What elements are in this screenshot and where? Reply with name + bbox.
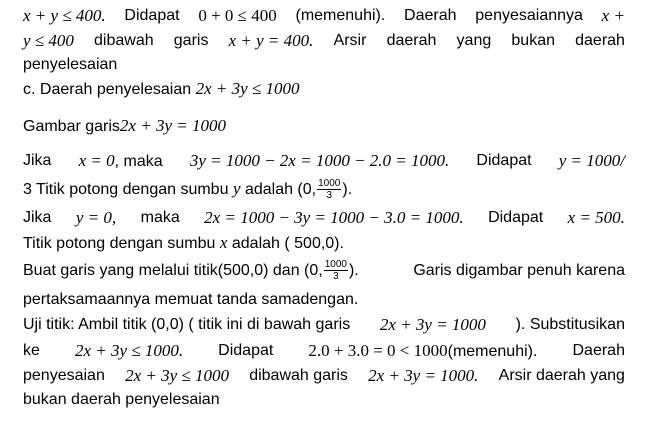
text: Uji titik: Ambil titik (0,0) ( titik ini di bawah garis <box>23 316 351 333</box>
paragraph-line-11 <box>23 290 625 310</box>
word: penyesaian <box>23 367 105 384</box>
paragraph-line-12 <box>23 315 625 335</box>
word: (memenuhi). <box>447 343 538 360</box>
text: Arsir daerah yang <box>498 367 625 384</box>
test-point-expression: 2.0 + 3.0 = 0 < 1000 <box>308 341 448 360</box>
text: Buat garis yang melalui titik(500,0) dan (0, <box>23 262 323 279</box>
paragraph-line-10 <box>23 259 625 283</box>
fraction <box>317 178 341 201</box>
paragraph-line-6 <box>23 151 625 172</box>
inequality-x-plus-y: x + y ≤ 400. <box>23 6 106 25</box>
text: 3 Titik potong dengan sumbu <box>23 181 229 198</box>
word: penyesaiannya <box>475 7 583 24</box>
word: , maka <box>114 153 163 170</box>
text: pertaksamaannya memuat tanda samadengan. <box>23 291 359 308</box>
text: ). <box>348 262 359 279</box>
text: Garis digambar penuh karena <box>413 262 625 279</box>
text: dibawah garis <box>249 367 348 384</box>
fraction-numerator: 1000 <box>324 259 347 271</box>
derivation-expression: 3y = 1000 − 2x = 1000 − 2.0 = 1000. <box>189 151 450 170</box>
word: Daerah <box>404 7 457 24</box>
text: Titik potong dengan sumbu <box>23 235 216 252</box>
test-point-expression: 0 + 0 ≤ 400 <box>198 6 277 25</box>
word: (memenuhi). <box>295 7 386 24</box>
line-equation: x + y = 400. <box>228 31 314 50</box>
math-fragment: y ≤ 400 <box>23 31 74 50</box>
word: daerah <box>575 32 625 49</box>
word: maka <box>140 209 180 226</box>
line-equation: 2x + 3y = 1000 <box>379 315 486 334</box>
word: Didapat <box>218 342 274 359</box>
fraction-numerator: 1000 <box>318 178 341 190</box>
axis-variable: x <box>219 233 228 252</box>
axis-variable: y <box>232 179 241 198</box>
paragraph-line-14 <box>23 366 625 386</box>
word: Didapat <box>124 7 180 24</box>
word: bukan <box>511 32 555 49</box>
derivation-expression: 2x = 1000 − 3y = 1000 − 3.0 = 1000. <box>204 208 464 227</box>
inequality-expression: 2x + 3y ≤ 1000 <box>125 366 229 385</box>
text: adalah ( 500,0). <box>231 235 344 252</box>
text: ). Substitusikan <box>515 316 625 333</box>
result-expression: y = 1000/ <box>558 151 625 170</box>
inequality-expression: 2x + 3y ≤ 1000 <box>195 79 300 98</box>
condition-y-zero: y = 0, <box>75 208 117 227</box>
word: daerah <box>386 32 437 49</box>
paragraph-line-3 <box>23 55 625 75</box>
word: yang <box>456 32 492 49</box>
math-fragment: x + <box>601 6 625 25</box>
word: Daerah <box>572 342 625 359</box>
result-expression: x = 500. <box>567 208 625 227</box>
word: ke <box>23 342 40 359</box>
paragraph-line-15 <box>23 390 625 410</box>
paragraph-line-1 <box>23 6 625 26</box>
text: adalah (0, <box>244 181 317 198</box>
line-equation: 2x + 3y = 1000 <box>119 116 226 135</box>
line-equation: 2x + 3y = 1000. <box>368 366 479 385</box>
word: Arsir <box>333 32 367 49</box>
paragraph-line-7 <box>23 177 625 202</box>
text: ). <box>342 181 353 198</box>
word: penyelesaian <box>23 56 118 73</box>
heading-text: c. Daerah penyelesaian <box>23 81 192 98</box>
text: bukan daerah penyelesaian <box>23 391 220 408</box>
word: Didapat <box>476 152 532 169</box>
condition-x-zero: x = 0 <box>78 151 115 170</box>
inequality-expression: 2x + 3y ≤ 1000. <box>74 341 184 360</box>
draw-line-instruction <box>23 116 625 137</box>
instruction-text: Gambar garis <box>23 118 120 135</box>
word: dibawah <box>94 32 154 49</box>
paragraph-line-13 <box>23 341 625 362</box>
fraction-denominator: 3 <box>326 190 333 202</box>
paragraph-line-8 <box>23 208 625 228</box>
fraction <box>324 259 348 282</box>
fraction-denominator: 3 <box>333 271 339 283</box>
word: Jika <box>23 209 52 226</box>
paragraph-line-9 <box>23 233 625 254</box>
paragraph-line-2 <box>23 31 625 51</box>
word: Didapat <box>488 209 544 226</box>
section-c-heading <box>23 79 625 100</box>
word: garis <box>173 32 209 49</box>
word: Jika <box>23 152 52 169</box>
